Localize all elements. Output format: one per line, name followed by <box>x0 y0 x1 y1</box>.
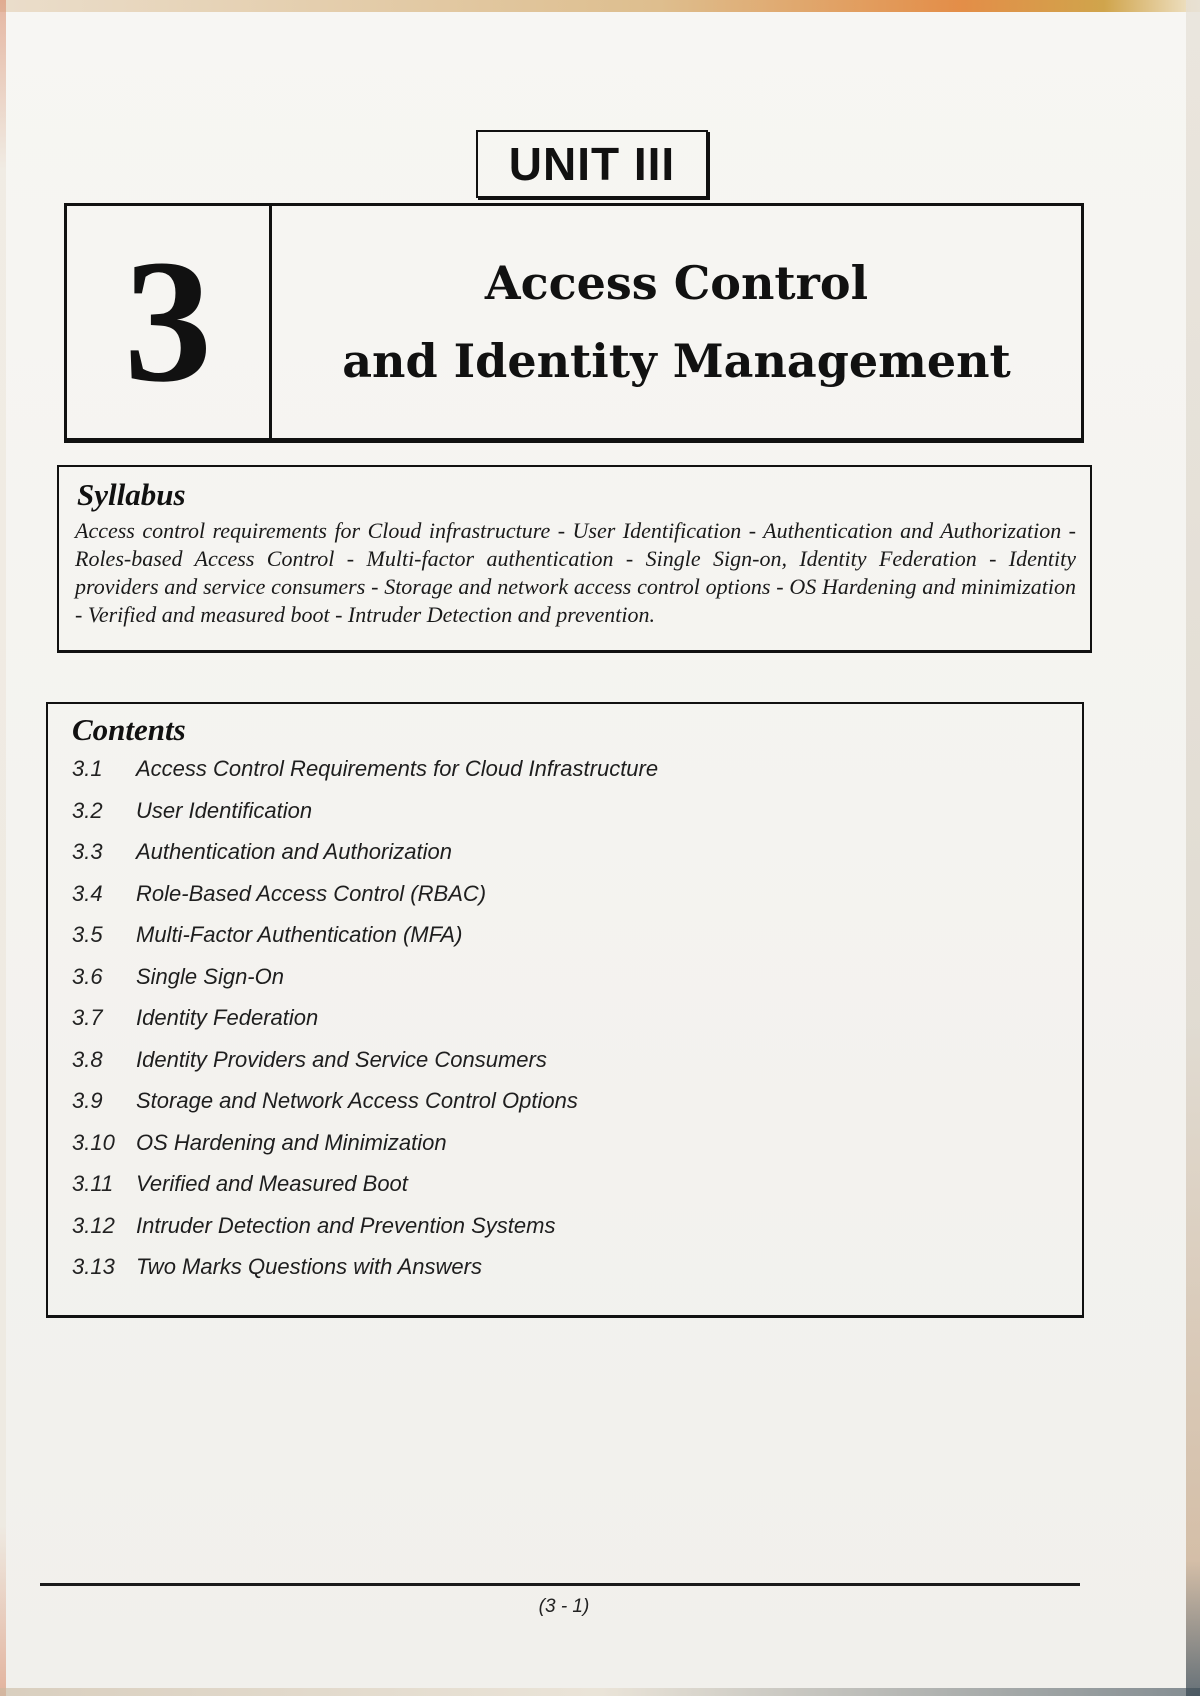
toc-item-title: Authentication and Authorization <box>136 839 452 864</box>
page-number <box>0 1596 1200 1618</box>
page-edge-left <box>0 0 6 1696</box>
toc-item[interactable] <box>72 1005 1082 1047</box>
chapter-title-cell <box>272 206 1081 438</box>
unit-label: UNIT III <box>508 138 676 190</box>
toc-item-number: 3.13 <box>72 1254 115 1279</box>
toc-item-title: Verified and Measured Boot <box>136 1171 408 1196</box>
toc-item[interactable] <box>72 1047 1082 1089</box>
toc-item-title: Identity Providers and Service Consumers <box>136 1046 547 1072</box>
toc-item[interactable] <box>72 756 1082 798</box>
toc-item-title: User Identification <box>136 797 313 823</box>
toc-item-title: Storage and Network Access Control Options <box>136 1088 578 1113</box>
page-edge-bottom <box>0 1688 1200 1696</box>
contents-box <box>46 702 1084 1318</box>
toc-item[interactable] <box>72 1171 1082 1213</box>
page-edge-right <box>1186 0 1200 1696</box>
toc-item-number: 3.2 <box>72 797 103 823</box>
toc-item[interactable] <box>72 1213 1082 1255</box>
toc-item[interactable] <box>72 798 1082 840</box>
table-of-contents <box>72 756 1082 1296</box>
toc-item-number: 3.4 <box>72 880 103 906</box>
page-edge-top <box>0 0 1200 12</box>
chapter-title-line-1: Access Control <box>484 256 869 310</box>
toc-item-title: Single Sign-On <box>136 963 284 989</box>
chapter-header <box>64 203 1084 443</box>
toc-item[interactable] <box>72 839 1082 881</box>
syllabus-heading: Syllabus <box>77 477 186 512</box>
toc-item-title: Intruder Detection and Prevention Systems <box>136 1212 556 1238</box>
toc-item-number: 3.5 <box>72 922 103 947</box>
chapter-title-line-2: and Identity Management <box>342 334 1011 388</box>
toc-item-number: 3.7 <box>72 1005 103 1030</box>
unit-label-box <box>476 130 708 198</box>
toc-item-number: 3.11 <box>72 1171 114 1196</box>
toc-item-title: Role-Based Access Control (RBAC) <box>136 880 487 906</box>
toc-item-title: Two Marks Questions with Answers <box>136 1254 482 1279</box>
toc-item-number: 3.3 <box>72 839 103 864</box>
toc-item-number: 3.1 <box>72 756 103 781</box>
toc-item[interactable] <box>72 1130 1082 1172</box>
toc-item[interactable] <box>72 881 1082 923</box>
footer-rule <box>40 1583 1080 1586</box>
toc-item[interactable] <box>72 964 1082 1006</box>
syllabus-text: Access control requirements for Cloud infrastructure - User Identification - Authentication and Authorization - Roles-based Access Control - Multi-factor authentication - Single Sign-on, Identity Federation - Identity providers and service consumers - Storage and network access control options - OS Hardening and minimization - Verified and measured boot - Intruder Detection and prevention. <box>75 518 1076 627</box>
syllabus-box <box>57 465 1092 653</box>
toc-item-title: Access Control Requirements for Cloud Infrastructure <box>136 756 659 781</box>
toc-item-number: 3.8 <box>72 1046 103 1072</box>
toc-item-number: 3.9 <box>72 1088 103 1113</box>
page-number-text: (3 - 1) <box>538 1596 590 1617</box>
contents-heading: Contents <box>72 712 186 747</box>
toc-item[interactable] <box>72 922 1082 964</box>
toc-item-title: OS Hardening and Minimization <box>136 1129 447 1155</box>
toc-item-number: 3.6 <box>72 963 103 989</box>
toc-item-number: 3.10 <box>72 1129 115 1155</box>
toc-item-title: Multi-Factor Authentication (MFA) <box>136 922 463 947</box>
toc-item[interactable] <box>72 1088 1082 1130</box>
toc-item[interactable] <box>72 1254 1082 1296</box>
toc-item-title: Identity Federation <box>136 1005 319 1030</box>
chapter-number-cell <box>67 206 272 438</box>
toc-item-number: 3.12 <box>72 1212 115 1238</box>
chapter-number: 3 <box>124 224 212 419</box>
